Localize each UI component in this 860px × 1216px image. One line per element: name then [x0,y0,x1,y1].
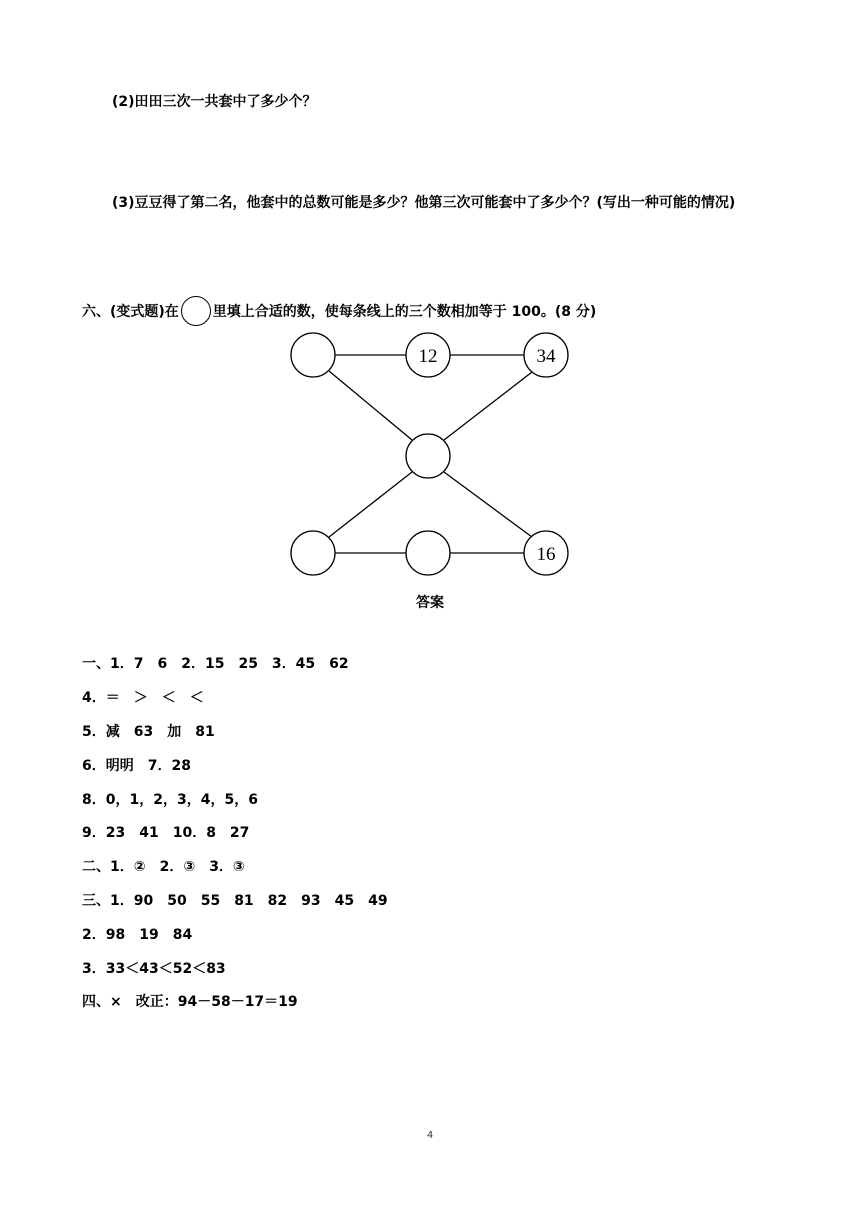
edge-diag-2b [329,472,412,537]
question-6-suffix: 里填上合适的数，使每条线上的三个数相加等于 100。(8 分) [212,304,597,320]
node-center [406,434,450,478]
node-bottom-middle [406,531,450,575]
answer-line: 4．＝ ＞ ＜ ＜ [82,690,204,706]
answer-line: 一、1．7 6 2．15 25 3．45 62 [82,656,349,672]
node-top-right-label: 34 [536,346,556,367]
edge-diag-2a [444,372,532,440]
answer-line: 5．减 63 加 81 [82,724,215,740]
question-5-3: (3)豆豆得了第二名，他套中的总数可能是多少？他第三次可能套中了多少个？(写出一种可能的情况) [112,195,736,211]
edge-diag-1b [444,472,532,537]
page-number: 4 [426,1130,434,1141]
answer-line: 6．明明 7．28 [82,758,191,774]
node-top-left [291,333,335,377]
node-bottom-right-label: 16 [536,544,556,565]
answer-line: 三、1．90 50 55 81 82 93 45 49 [82,893,388,909]
answer-line: 四、× 改正：94－58－17＝19 [82,994,298,1010]
answer-line: 8．0，1，2，3，4，5，6 [82,792,258,808]
edge-diag-1a [329,371,412,440]
node-bottom-left [291,531,335,575]
answer-title: 答案 [416,595,444,611]
question-5-2: (2)田田三次一共套中了多少个？ [112,94,317,110]
answer-line: 2．98 19 84 [82,927,193,943]
answer-line: 二、1．② 2．③ 3．③ [82,859,245,875]
answer-line: 3．33＜43＜52＜83 [82,961,226,977]
node-top-middle-label: 12 [418,346,438,367]
answer-line: 9．23 41 10．8 27 [82,825,250,841]
question-6-prefix: 六、(变式题)在 [82,304,179,320]
